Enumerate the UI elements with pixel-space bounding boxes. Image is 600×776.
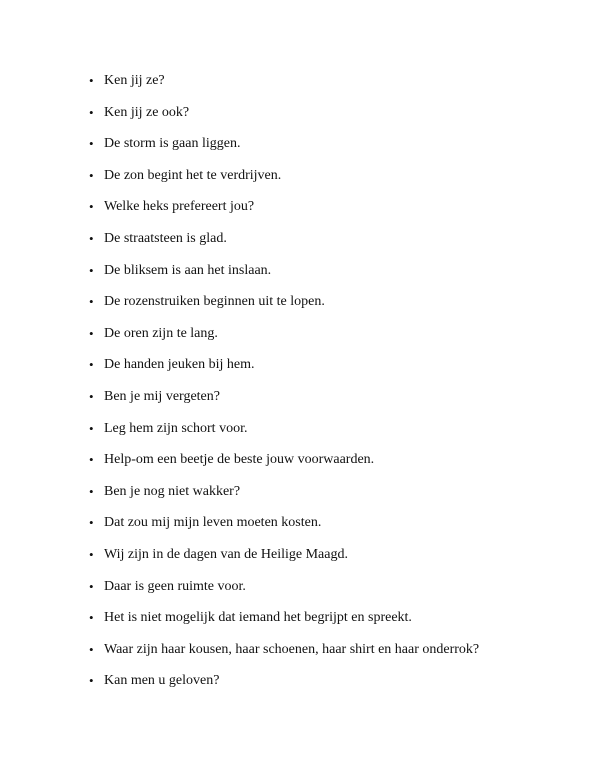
bullet-icon: • [89,420,94,436]
list-item-text: Daar is geen ruimte voor. [104,578,246,594]
list-item [88,352,578,384]
list-item [88,100,578,132]
list-item-text: Waar zijn haar kousen, haar schoenen, haar shirt en haar onderrok? [104,641,480,657]
bullet-icon: • [89,641,94,657]
bullet-icon: • [89,452,94,468]
list-item-text: De handen jeuken bij hem. [104,357,255,373]
list-item-text: Welke heks prefereert jou? [104,199,255,215]
list-item [88,668,578,700]
list-item [88,163,578,195]
bullet-icon: • [89,199,94,215]
list-item [88,416,578,448]
list-item-text: Dat zou mij mijn leven moeten kosten. [104,515,322,531]
list-item-text: De bliksem is aan het inslaan. [104,262,272,278]
list-item [88,258,578,290]
list-item [88,637,578,669]
list-item [88,510,578,542]
bullet-icon: • [89,262,94,278]
list-item [88,321,578,353]
bullet-icon: • [89,325,94,341]
list-item-text: Ben je mij vergeten? [104,388,220,404]
list-item [88,68,578,100]
bullet-icon: • [89,294,94,310]
bullet-icon: • [89,673,94,689]
list-item-text: De oren zijn te lang. [104,325,218,341]
list-item-text: Kan men u geloven? [104,673,220,689]
bullet-icon: • [89,73,94,88]
bullet-icon: • [89,483,94,499]
list-item-text: Ken jij ze? [104,73,165,88]
bullet-icon: • [89,610,94,626]
list-item-text: Wij zijn in de dagen van de Heilige Maagd. [104,546,348,562]
list-item-text: Het is niet mogelijk dat iemand het begrijpt en spreekt. [104,610,412,626]
sentence-list [88,68,578,700]
list-item [88,605,578,637]
list-item-text: Ben je nog niet wakker? [104,483,241,499]
list-item [88,194,578,226]
list-item [88,542,578,574]
bullet-icon: • [89,167,94,183]
list-item [88,226,578,258]
list-item-text: De rozenstruiken beginnen uit te lopen. [104,294,325,310]
list-item [88,479,578,511]
bullet-icon: • [89,388,94,404]
list-item [88,131,578,163]
list-item-text: Ken jij ze ook? [104,104,190,120]
list-item [88,574,578,606]
list-item-text: De zon begint het te verdrijven. [104,167,282,183]
list-item [88,447,578,479]
bullet-icon: • [89,136,94,152]
list-item [88,384,578,416]
list-item-text: De storm is gaan liggen. [104,136,241,152]
bullet-icon: • [89,546,94,562]
list-item-text: De straatsteen is glad. [104,230,227,246]
bullet-icon: • [89,230,94,246]
bullet-icon: • [89,104,94,120]
bullet-icon: • [89,515,94,531]
bullet-icon: • [89,578,94,594]
list-item [88,289,578,321]
list-item-text: Help-om een beetje de beste jouw voorwaarden. [104,452,375,468]
list-item-text: Leg hem zijn schort voor. [104,420,248,436]
bullet-icon: • [89,357,94,373]
